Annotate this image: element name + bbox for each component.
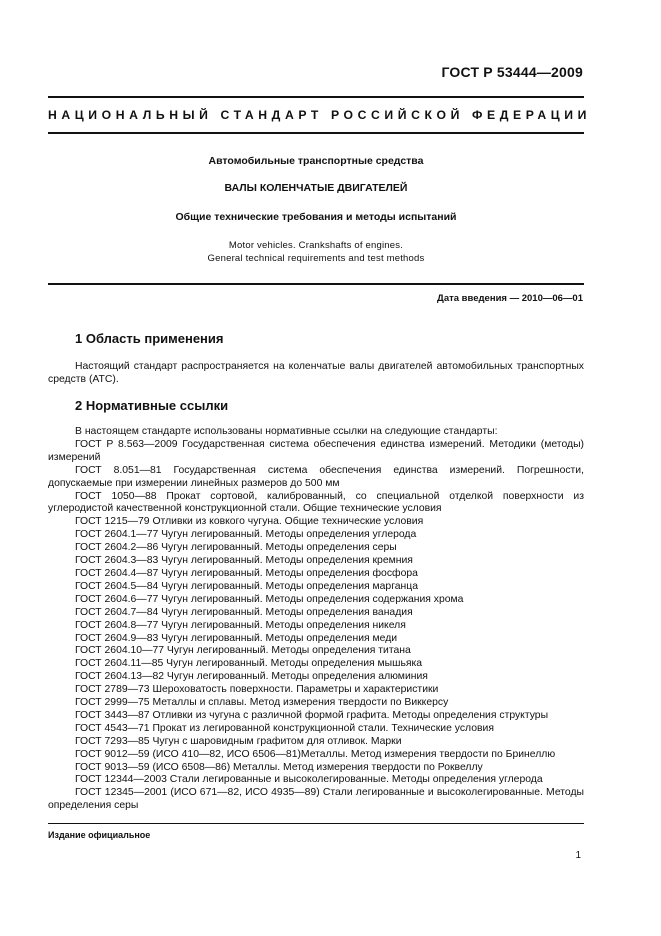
page-number: 1 <box>575 850 581 861</box>
normative-references <box>48 426 584 813</box>
reference-item: ГОСТ 7293—85 Чугун с шаровидным графитом для отливок. Марки <box>75 735 402 747</box>
reference-item: ГОСТ 2604.1—77 Чугун легированный. Методы определения углерода <box>75 529 417 541</box>
title-english-line1: Motor vehicles. Crankshafts of engines. <box>228 240 404 251</box>
effective-date: Дата введения — 2010—06—01 <box>437 293 583 304</box>
edition-label: Издание официальное <box>48 830 151 840</box>
references-intro: В настоящем стандарте использованы нормативные ссылки на следующие стандарты: <box>75 426 498 437</box>
reference-item: ГОСТ 2604.7—84 Чугун легированный. Методы определения ванадия <box>75 606 413 618</box>
reference-item: ГОСТ 2604.13—82 Чугун легированный. Методы определения алюминия <box>75 671 428 683</box>
standard-banner: НАЦИОНАЛЬНЫЙ СТАНДАРТ РОССИЙСКОЙ ФЕДЕРАЦИИ <box>48 108 592 122</box>
section-2-heading: 2 Нормативные ссылки <box>75 398 229 413</box>
reference-item: ГОСТ 2604.3—83 Чугун легированный. Методы определения кремния <box>75 555 413 567</box>
footer-rule <box>48 823 584 824</box>
title-rule <box>48 283 584 285</box>
reference-item: ГОСТ 2604.5—84 Чугун легированный. Методы определения марганца <box>75 580 419 592</box>
reference-item: ГОСТ 3443—87 Отливки из чугуна с различной формой графита. Методы определения структуры <box>75 709 549 721</box>
section-1-text: Настоящий стандарт распространяется на коленчатые валы двигателей автомобильных транспортных средств (АТС). <box>48 361 584 385</box>
reference-item: ГОСТ 2604.8—77 Чугун легированный. Методы определения никеля <box>75 619 406 631</box>
reference-item: ГОСТ 2604.10—77 Чугун легированный. Методы определения титана <box>75 645 411 657</box>
reference-item: ГОСТ 2604.2—86 Чугун легированный. Методы определения серы <box>75 542 397 554</box>
reference-item: ГОСТ 12344—2003 Стали легированные и высоколегированные. Методы определения углерода <box>75 774 543 786</box>
reference-item: ГОСТ 4543—71 Прокат из легированной конструкционной стали. Технические условия <box>75 722 494 734</box>
reference-item: ГОСТ 9012—59 (ИСО 410—82, ИСО 6506—81)Металлы. Метод измерения твердости по Бринеллю <box>75 748 556 760</box>
top-rule <box>48 96 584 98</box>
reference-item: ГОСТ 2604.6—77 Чугун легированный. Методы определения содержания хрома <box>75 593 464 605</box>
title-english-line2: General technical requirements and test methods <box>207 253 425 264</box>
reference-item: ГОСТ Р 8.563—2009 Государственная система обеспечения единства измерений. Методики (методы) измерений <box>48 438 584 463</box>
reference-item: ГОСТ 2604.9—83 Чугун легированный. Методы определения меди <box>75 632 398 644</box>
reference-item: ГОСТ 1215—79 Отливки из ковкого чугуна. Общие технические условия <box>75 516 424 528</box>
title-category: Автомобильные транспортные средства <box>208 155 424 167</box>
title-sub: Общие технические требования и методы испытаний <box>175 211 457 223</box>
reference-item: ГОСТ 1050—88 Прокат сортовой, калиброванный, со специальной отделкой поверхности из углеродистой качественной конструкционной стали. Общие технические условия <box>48 490 584 515</box>
reference-item: ГОСТ 2999—75 Металлы и сплавы. Метод измерения твердости по Виккерсу <box>75 697 449 709</box>
reference-item: ГОСТ 2604.11—85 Чугун легированный. Методы определения мышьяка <box>75 658 423 670</box>
reference-item: ГОСТ 2604.4—87 Чугун легированный. Методы определения фосфора <box>75 567 418 579</box>
reference-item: ГОСТ 8.051—81 Государственная система обеспечения единства измерений. Погрешности, допускаемые при измерении линейных размеров до 500 мм <box>48 464 584 489</box>
reference-item: ГОСТ 2789—73 Шероховатость поверхности. Параметры и характеристики <box>75 684 439 696</box>
section-1-heading: 1 Область применения <box>75 331 224 346</box>
title-main: ВАЛЫ КОЛЕНЧАТЫЕ ДВИГАТЕЛЕЙ <box>224 182 408 194</box>
reference-item: ГОСТ 9013—59 (ИСО 6508—86) Металлы. Метод измерения твердости по Роквеллу <box>75 761 483 773</box>
reference-item: ГОСТ 12345—2001 (ИСО 671—82, ИСО 4935—89) Стали легированные и высоколегированные. Методы определения серы <box>48 787 584 812</box>
references-list <box>48 439 584 813</box>
banner-rule <box>48 132 584 134</box>
document-code: ГОСТ Р 53444—2009 <box>441 64 583 80</box>
